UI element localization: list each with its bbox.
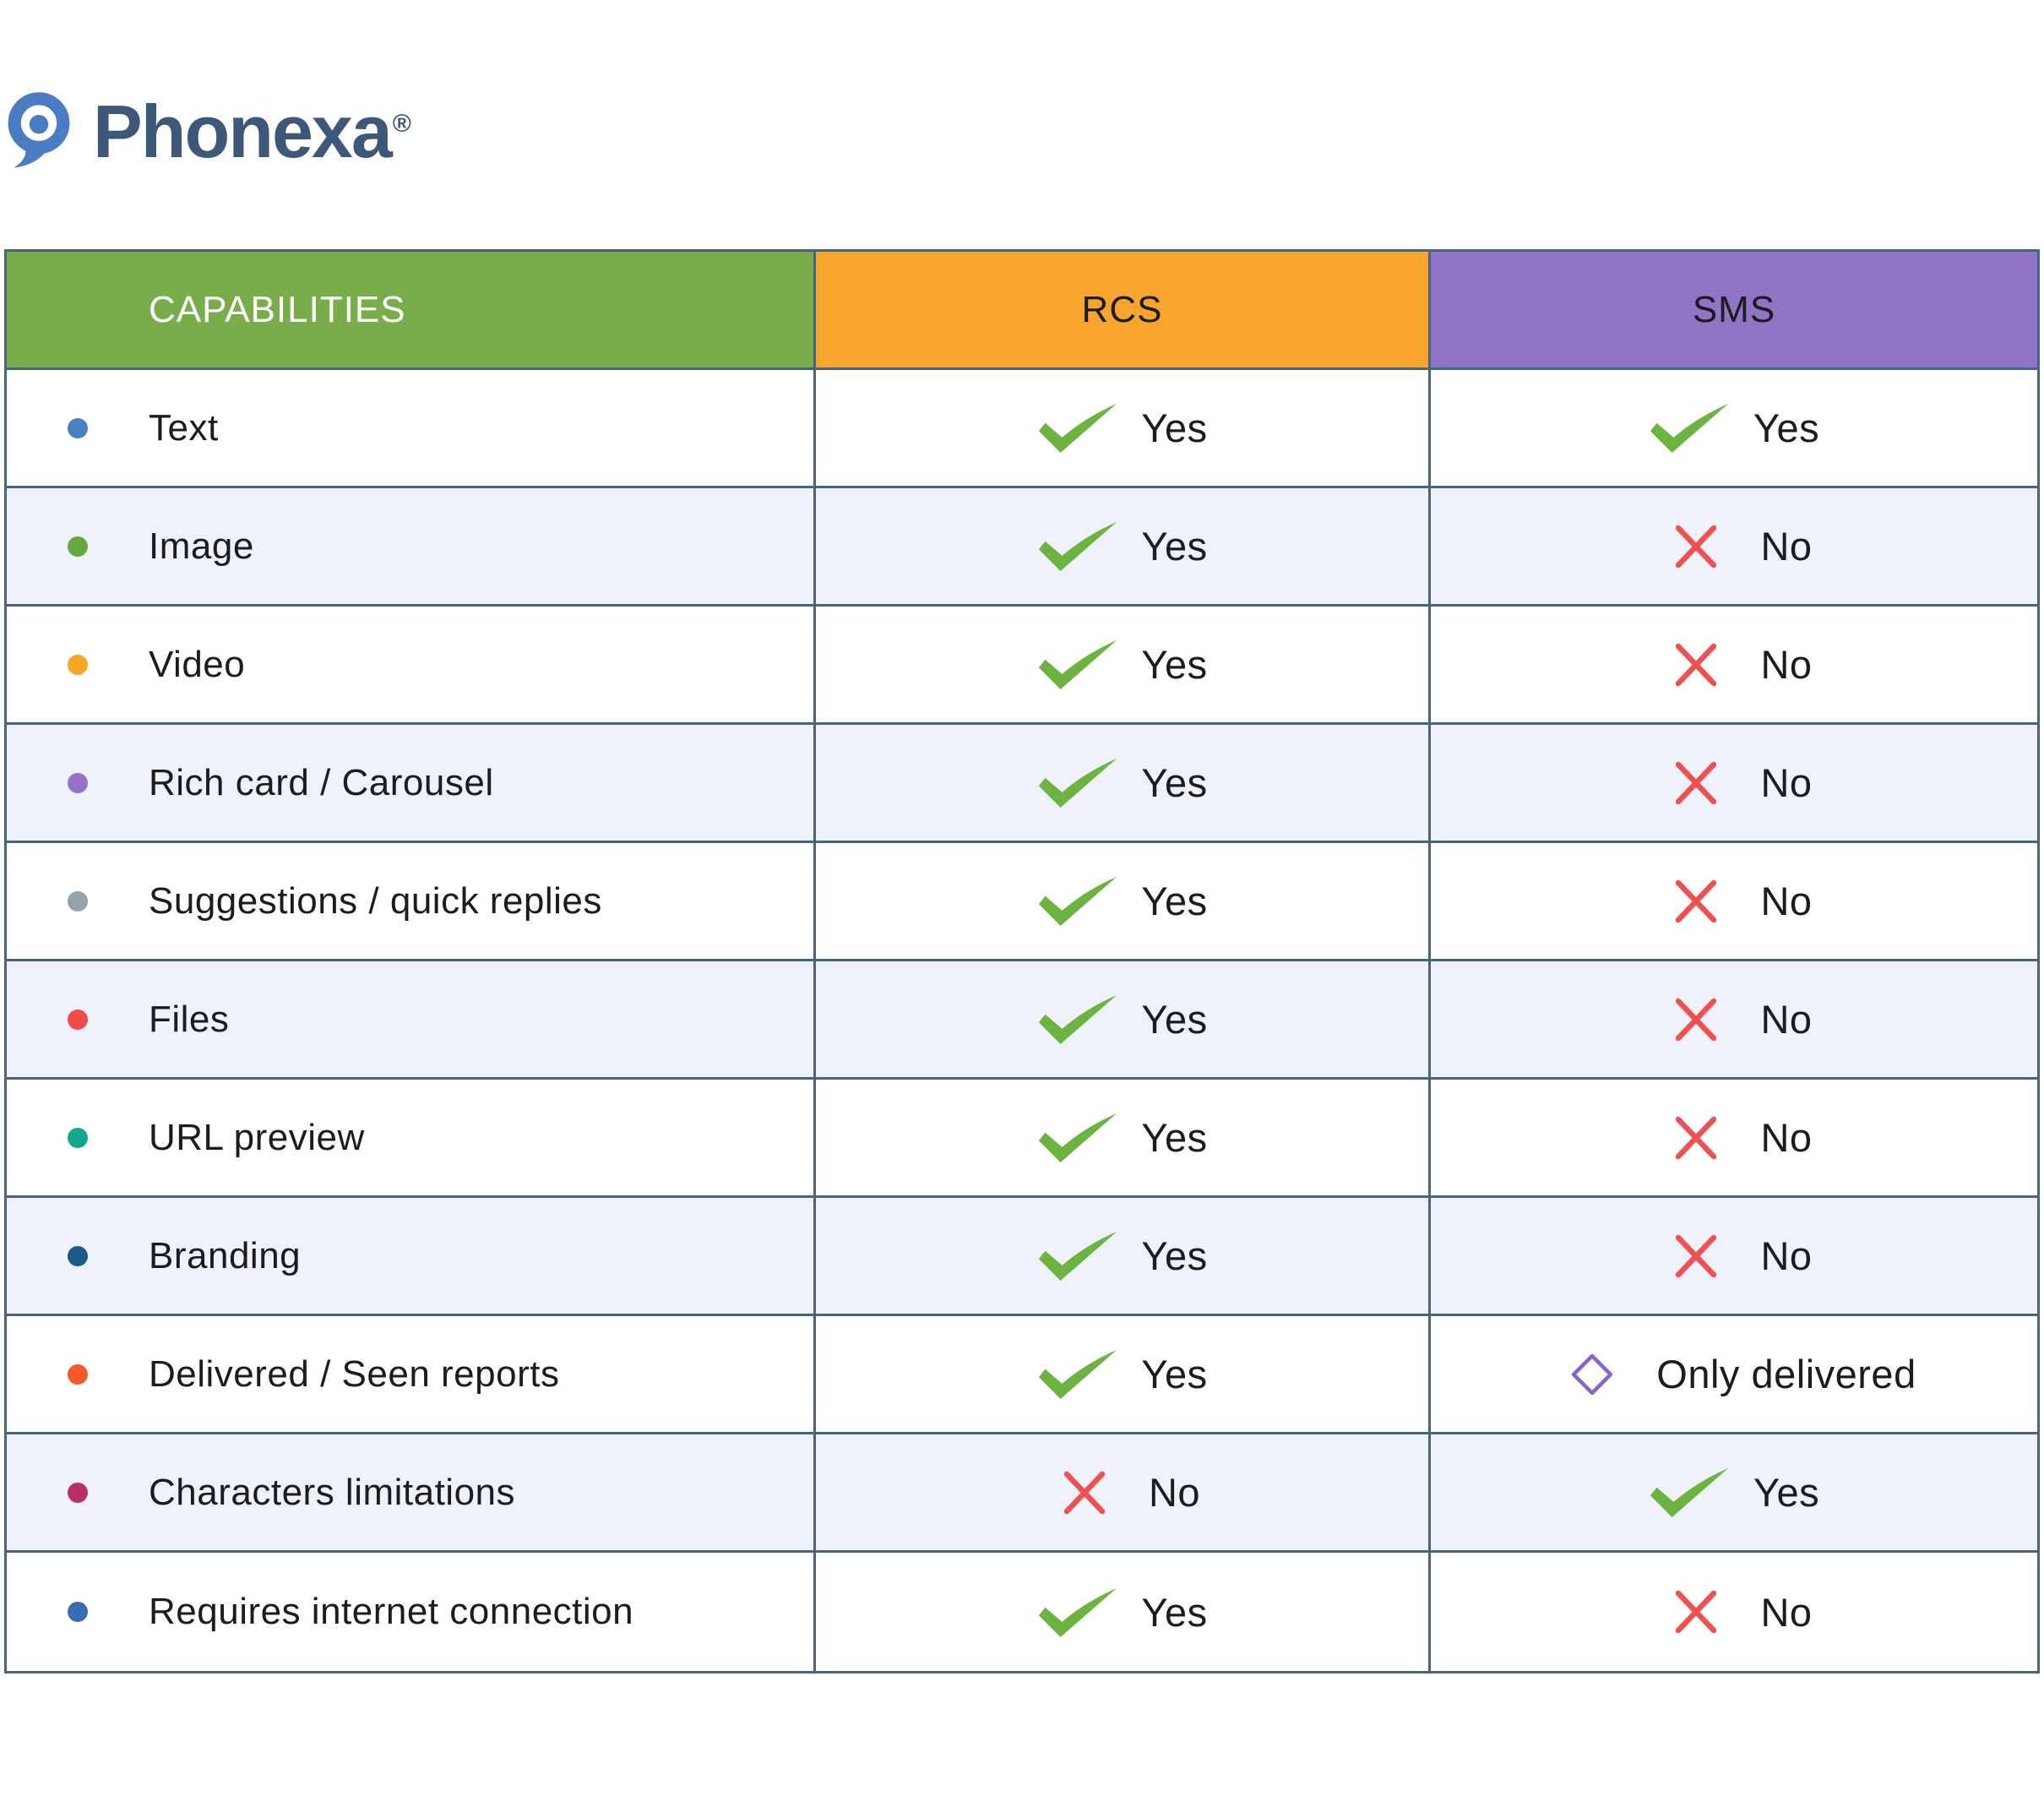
cell-value: No <box>1760 879 1813 923</box>
check-icon <box>1649 1467 1729 1517</box>
value-group <box>1655 877 1812 926</box>
value-group <box>1036 521 1207 571</box>
cell-sms <box>1431 961 2037 1077</box>
bullet-icon <box>68 536 88 557</box>
value-group <box>1649 403 1819 453</box>
cell-rcs <box>816 843 1431 959</box>
cell-sms <box>1431 370 2037 486</box>
diamond-icon <box>1572 1354 1612 1395</box>
value-group <box>1655 640 1812 689</box>
table-row <box>7 1198 2037 1316</box>
capability-label: Image <box>149 525 254 567</box>
comparison-table <box>4 249 2040 1674</box>
cell-sms <box>1431 1553 2037 1671</box>
brand-name <box>93 90 411 173</box>
cell-value: Yes <box>1141 1115 1208 1160</box>
value-icon-slot <box>1036 1113 1117 1162</box>
value-group <box>1655 995 1812 1044</box>
value-icon-slot <box>1552 1354 1633 1395</box>
capability-cell <box>7 607 816 722</box>
value-group <box>1036 403 1207 453</box>
registered-mark: ® <box>392 110 411 138</box>
table-row <box>7 488 2037 607</box>
brand-text: Phonexa <box>93 90 391 173</box>
capability-label: Files <box>149 998 230 1040</box>
table-row <box>7 1316 2037 1434</box>
cell-value: Yes <box>1753 1470 1820 1515</box>
value-group <box>1036 1349 1207 1399</box>
value-group <box>1655 1232 1812 1281</box>
cell-value: Yes <box>1141 879 1208 923</box>
cell-rcs <box>816 370 1431 486</box>
header-cell-capabilities: CAPABILITIES <box>7 252 816 367</box>
cell-value: No <box>1760 642 1813 687</box>
cell-sms <box>1431 1198 2037 1314</box>
value-group <box>1036 1587 1207 1637</box>
capability-cell <box>7 725 816 841</box>
capability-label: URL preview <box>149 1116 365 1158</box>
cell-rcs <box>816 1316 1431 1432</box>
value-group <box>1036 876 1207 926</box>
value-icon-slot <box>1036 1587 1117 1637</box>
check-icon <box>1037 403 1117 453</box>
value-group <box>1655 759 1812 808</box>
cell-value: Yes <box>1141 1589 1208 1635</box>
cell-rcs <box>816 488 1431 604</box>
cell-rcs <box>816 1198 1431 1314</box>
capability-label: Requires internet connection <box>149 1591 634 1632</box>
cell-value: No <box>1760 1233 1813 1278</box>
bullet-icon <box>68 1128 88 1148</box>
cross-icon <box>1673 640 1719 689</box>
cell-sms <box>1431 1434 2037 1550</box>
bullet-icon <box>68 655 88 675</box>
value-group <box>1655 1113 1812 1162</box>
table-row <box>7 370 2037 488</box>
cell-value: No <box>1148 1470 1201 1515</box>
cell-rcs <box>816 607 1431 722</box>
value-icon-slot <box>1036 639 1117 689</box>
table-row <box>7 1553 2037 1671</box>
cell-sms <box>1431 1080 2037 1195</box>
cell-value: No <box>1760 1589 1813 1635</box>
check-icon <box>1037 1113 1117 1162</box>
capability-cell <box>7 370 816 486</box>
value-icon-slot <box>1655 640 1737 689</box>
capability-cell <box>7 1198 816 1314</box>
value-icon-slot <box>1655 522 1737 571</box>
value-group <box>1649 1467 1819 1517</box>
cell-rcs <box>816 1434 1431 1550</box>
cell-sms <box>1431 725 2037 841</box>
cell-value: No <box>1760 524 1813 569</box>
cell-value: Yes <box>1141 1233 1208 1278</box>
value-icon-slot <box>1036 403 1117 453</box>
value-group <box>1036 994 1207 1044</box>
value-icon-slot <box>1655 995 1737 1044</box>
table-row <box>7 1434 2037 1553</box>
cross-icon <box>1673 1587 1719 1636</box>
check-icon <box>1037 994 1117 1044</box>
cell-value: Yes <box>1141 642 1208 687</box>
value-group <box>1036 1113 1207 1162</box>
value-icon-slot <box>1036 1349 1117 1399</box>
cell-value: Yes <box>1141 405 1208 450</box>
capability-label: Video <box>149 643 246 685</box>
cell-value: Yes <box>1141 1352 1208 1396</box>
capability-cell <box>7 961 816 1077</box>
value-icon-slot <box>1655 759 1737 808</box>
cell-value: Yes <box>1141 524 1208 569</box>
cell-value: Yes <box>1141 760 1208 805</box>
capability-cell <box>7 843 816 959</box>
table-row <box>7 843 2037 961</box>
table-header-row <box>7 252 2037 370</box>
capability-label: Characters limitations <box>149 1471 516 1513</box>
value-group <box>1036 639 1207 689</box>
cross-icon <box>1673 877 1719 926</box>
header-cell-sms: SMS <box>1431 252 2037 367</box>
capability-label: Text <box>149 406 219 449</box>
cell-value: No <box>1760 1115 1813 1160</box>
value-icon-slot <box>1036 758 1117 808</box>
capability-label: Suggestions / quick replies <box>149 879 602 922</box>
capability-cell <box>7 1553 816 1671</box>
cross-icon <box>1673 1113 1719 1162</box>
cross-icon <box>1673 522 1719 571</box>
check-icon <box>1037 876 1117 926</box>
value-icon-slot <box>1655 1232 1737 1281</box>
check-icon <box>1037 521 1117 571</box>
value-icon-slot <box>1036 876 1117 926</box>
cross-icon <box>1062 1468 1107 1517</box>
cross-icon <box>1673 995 1719 1044</box>
capability-label: Rich card / Carousel <box>149 761 494 803</box>
table-row <box>7 607 2037 725</box>
capability-label: Branding <box>149 1234 302 1276</box>
cross-icon <box>1673 1232 1719 1281</box>
bullet-icon <box>68 418 88 438</box>
cell-rcs <box>816 1080 1431 1195</box>
check-icon <box>1037 1349 1117 1399</box>
value-icon-slot <box>1649 1467 1730 1517</box>
header-cell-rcs: RCS <box>816 252 1431 367</box>
value-group <box>1552 1351 1916 1397</box>
bullet-icon <box>68 1246 88 1266</box>
cell-value: No <box>1760 760 1813 805</box>
check-icon <box>1037 1587 1117 1637</box>
cell-sms <box>1431 607 2037 722</box>
bullet-icon <box>68 1483 88 1503</box>
bullet-icon <box>68 891 88 912</box>
table-row <box>7 1080 2037 1198</box>
bullet-icon <box>68 1010 88 1030</box>
phonexa-pin-icon <box>5 91 73 172</box>
cell-value: Only delivered <box>1656 1352 1916 1396</box>
cell-rcs <box>816 1553 1431 1671</box>
check-icon <box>1037 1231 1117 1281</box>
cell-rcs <box>816 961 1431 1077</box>
check-icon <box>1037 758 1117 808</box>
value-icon-slot <box>1655 877 1737 926</box>
value-group <box>1036 758 1207 808</box>
value-icon-slot <box>1036 994 1117 1044</box>
cell-value: Yes <box>1753 405 1820 450</box>
check-icon <box>1649 403 1729 453</box>
check-icon <box>1037 639 1117 689</box>
value-icon-slot <box>1044 1468 1125 1517</box>
value-icon-slot <box>1655 1113 1737 1162</box>
value-group <box>1036 1231 1207 1281</box>
value-group <box>1655 1587 1812 1636</box>
cell-sms <box>1431 843 2037 959</box>
value-group <box>1044 1468 1200 1517</box>
phonexa-logo <box>5 91 410 172</box>
capability-cell <box>7 1434 816 1550</box>
capability-label: Delivered / Seen reports <box>149 1352 560 1395</box>
table-body <box>7 370 2037 1671</box>
cross-icon <box>1673 759 1719 808</box>
value-icon-slot <box>1649 403 1730 453</box>
table-row <box>7 961 2037 1080</box>
cell-value: No <box>1760 997 1813 1042</box>
value-icon-slot <box>1036 521 1117 571</box>
cell-rcs <box>816 725 1431 841</box>
bullet-icon <box>68 1364 88 1385</box>
capability-cell <box>7 1316 816 1432</box>
value-group <box>1655 522 1812 571</box>
cell-sms <box>1431 488 2037 604</box>
value-icon-slot <box>1655 1587 1737 1636</box>
capability-cell <box>7 1080 816 1195</box>
capability-cell <box>7 488 816 604</box>
value-icon-slot <box>1036 1231 1117 1281</box>
cell-sms <box>1431 1316 2037 1432</box>
bullet-icon <box>68 1602 88 1622</box>
cell-value: Yes <box>1141 997 1208 1042</box>
bullet-icon <box>68 773 88 793</box>
table-row <box>7 725 2037 843</box>
